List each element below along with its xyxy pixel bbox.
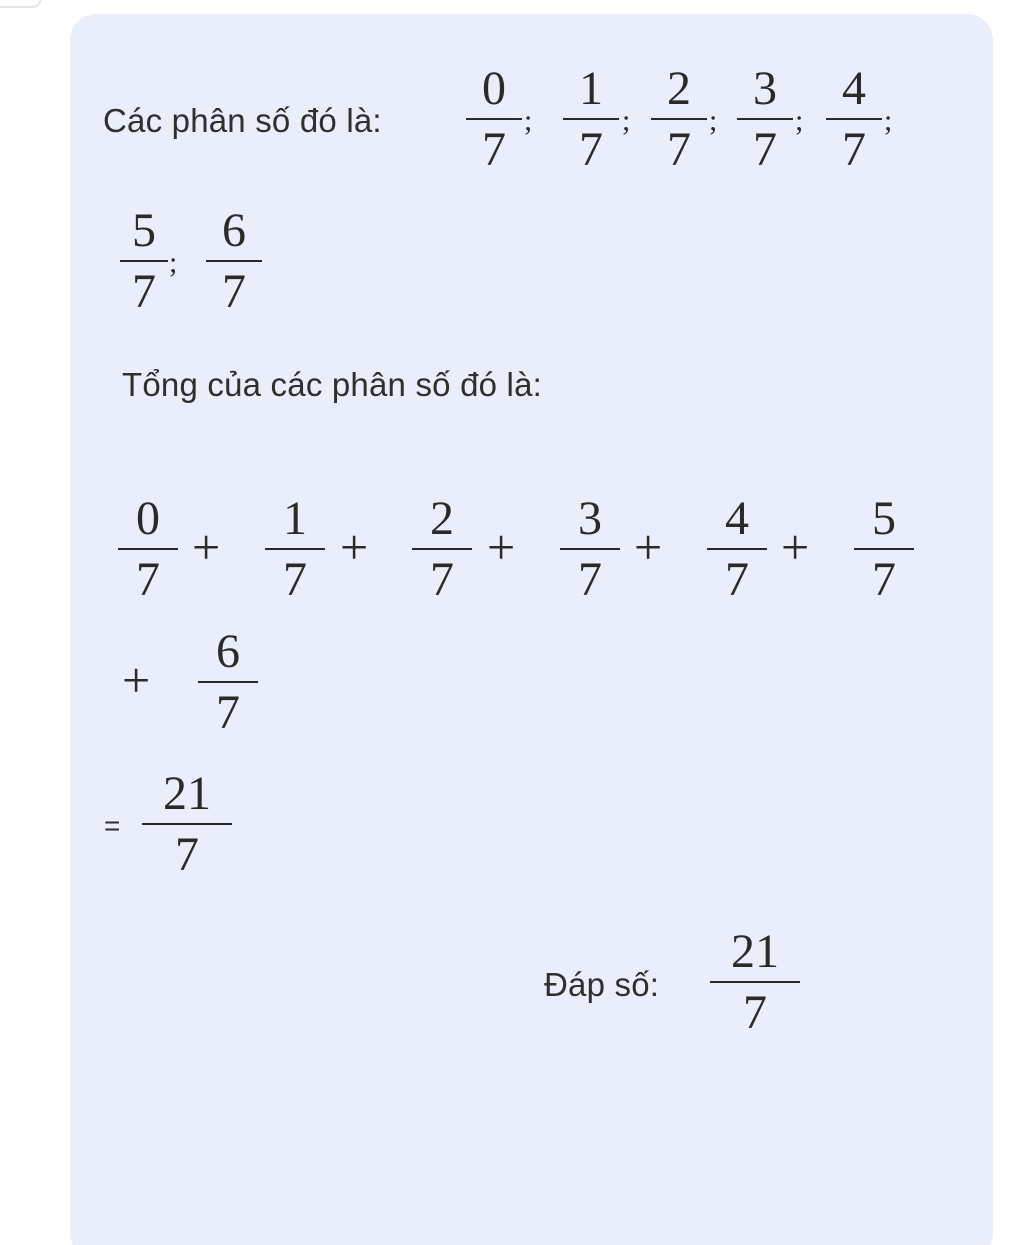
sum-label: Tổng của các phân số đó là: [122, 366, 543, 403]
list-fraction [120, 205, 168, 318]
numerator: 4 [725, 492, 749, 545]
sum-term-fraction [560, 493, 620, 606]
top-strip [0, 0, 1024, 10]
denominator: 7 [743, 986, 767, 1040]
denominator: 7 [842, 123, 866, 177]
sum-term-fraction [412, 493, 472, 606]
fraction-bar [560, 548, 620, 550]
numerator: 5 [132, 204, 156, 257]
numerator: 1 [579, 62, 603, 115]
denominator: 7 [216, 686, 240, 740]
equals-sign: = [104, 810, 121, 841]
list-fraction [206, 205, 262, 318]
previous-card-edge [0, 0, 42, 8]
separator: ; [709, 104, 718, 137]
plus-sign: + [487, 519, 516, 575]
separator: ; [169, 246, 178, 279]
denominator: 7 [222, 265, 246, 319]
numerator: 21 [163, 767, 211, 820]
numerator: 6 [222, 204, 246, 257]
plus-sign: + [634, 519, 663, 575]
denominator: 7 [872, 553, 896, 607]
numerator: 5 [872, 492, 896, 545]
final-answer-fraction [710, 926, 800, 1039]
list-fraction [466, 63, 522, 176]
plus-sign: + [340, 519, 369, 575]
numerator: 1 [283, 492, 307, 545]
separator: ; [884, 104, 893, 137]
denominator: 7 [283, 553, 307, 607]
numerator: 4 [842, 62, 866, 115]
fraction-bar [265, 548, 325, 550]
plus-sign: + [781, 519, 810, 575]
numerator: 2 [667, 62, 691, 115]
final-answer-label: Đáp số: [544, 966, 660, 1003]
fraction-bar [120, 260, 168, 262]
fraction-bar [707, 548, 767, 550]
sum-term-fraction [198, 626, 258, 739]
fraction-bar [854, 548, 914, 550]
denominator: 7 [482, 123, 506, 177]
fraction-bar [651, 118, 707, 120]
plus-sign: + [192, 519, 221, 575]
list-fraction [826, 63, 882, 176]
numerator: 0 [136, 492, 160, 545]
denominator: 7 [132, 265, 156, 319]
fraction-bar [206, 260, 262, 262]
numerator: 6 [216, 625, 240, 678]
denominator: 7 [175, 828, 199, 882]
fraction-bar [563, 118, 619, 120]
numerator: 3 [753, 62, 777, 115]
result-fraction [142, 768, 232, 881]
sum-term-fraction [707, 493, 767, 606]
denominator: 7 [725, 553, 749, 607]
numerator: 0 [482, 62, 506, 115]
denominator: 7 [667, 123, 691, 177]
fraction-bar [466, 118, 522, 120]
separator: ; [795, 104, 804, 137]
numerator: 3 [578, 492, 602, 545]
denominator: 7 [136, 553, 160, 607]
separator: ; [524, 104, 533, 137]
fraction-bar [710, 981, 800, 983]
fraction-bar [118, 548, 178, 550]
fraction-bar [412, 548, 472, 550]
fraction-bar [826, 118, 882, 120]
list-fraction [737, 63, 793, 176]
fractions-list-label: Các phân số đó là: [103, 102, 382, 139]
denominator: 7 [579, 123, 603, 177]
sum-term-fraction [265, 493, 325, 606]
fraction-bar [142, 823, 232, 825]
numerator: 2 [430, 492, 454, 545]
separator: ; [622, 104, 631, 137]
denominator: 7 [753, 123, 777, 177]
plus-sign: + [122, 652, 151, 708]
sum-term-fraction [854, 493, 914, 606]
numerator: 21 [731, 925, 779, 978]
sum-term-fraction [118, 493, 178, 606]
denominator: 7 [430, 553, 454, 607]
denominator: 7 [578, 553, 602, 607]
list-fraction [563, 63, 619, 176]
list-fraction [651, 63, 707, 176]
fraction-bar [737, 118, 793, 120]
fraction-bar [198, 681, 258, 683]
